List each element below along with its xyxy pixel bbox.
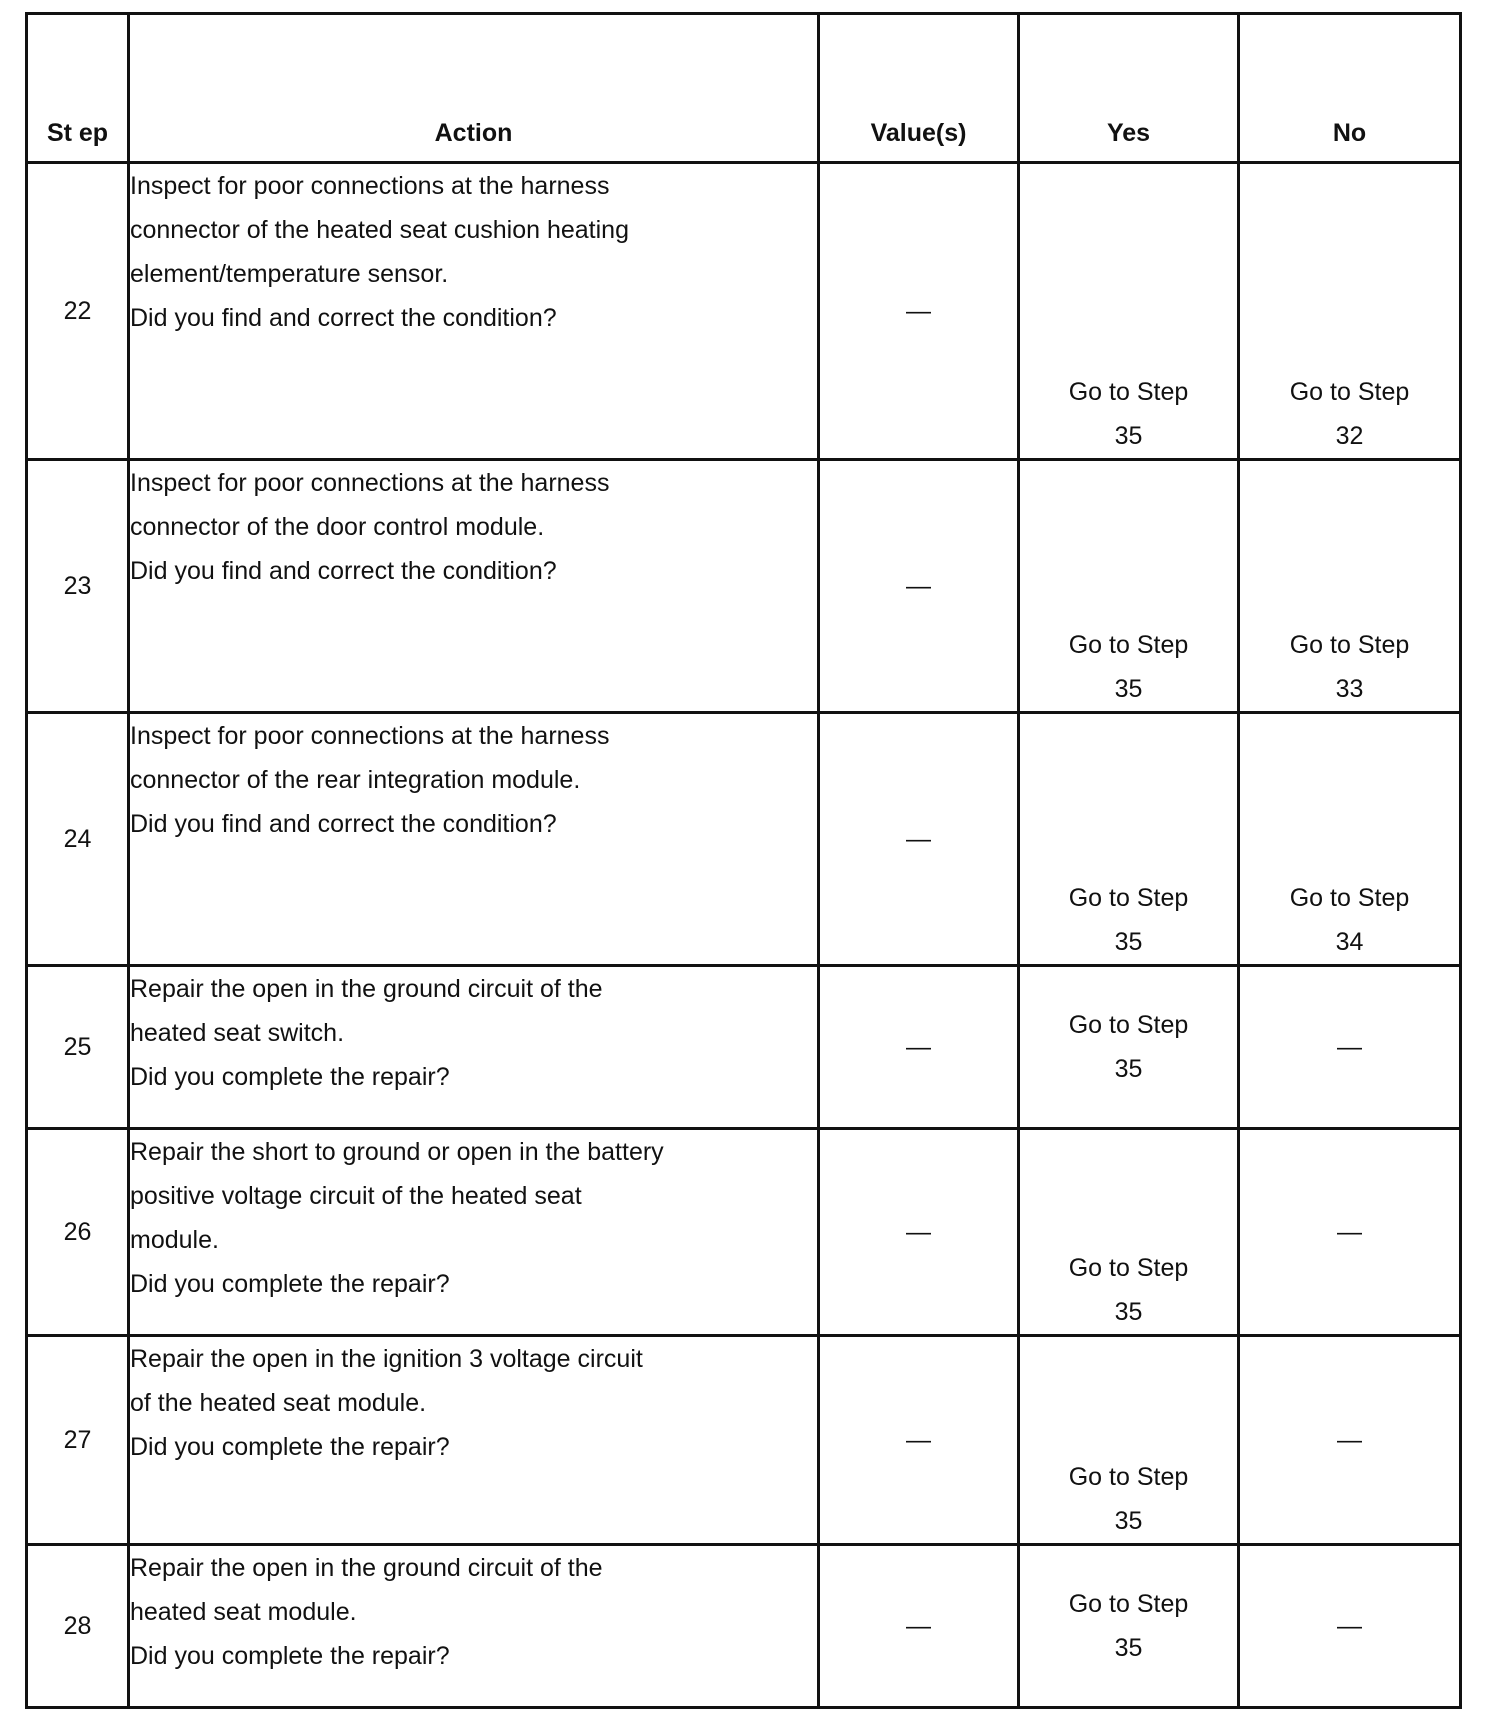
table-row bbox=[27, 460, 1461, 713]
table-row bbox=[27, 163, 1461, 460]
yes-goto-step: 35 bbox=[1114, 1507, 1143, 1535]
yes-goto-step: 35 bbox=[1114, 675, 1143, 703]
action-line: Inspect for poor connections at the harness bbox=[130, 469, 610, 497]
value-cell: — bbox=[819, 713, 1019, 966]
yes-goto-label: Go to Step bbox=[1068, 378, 1189, 406]
value-cell: — bbox=[819, 1336, 1019, 1545]
header-values: Value(s) bbox=[819, 14, 1019, 163]
yes-goto-label: Go to Step bbox=[1068, 1254, 1189, 1282]
no-cell bbox=[1239, 460, 1461, 713]
step-number: 22 bbox=[27, 163, 129, 460]
no-cell: — bbox=[1239, 1336, 1461, 1545]
yes-goto-step: 35 bbox=[1114, 1055, 1143, 1083]
value-cell: — bbox=[819, 1129, 1019, 1336]
action-line: Did you complete the repair? bbox=[130, 1063, 450, 1091]
value-cell: — bbox=[819, 163, 1019, 460]
no-cell: — bbox=[1239, 1129, 1461, 1336]
no-goto-label: Go to Step bbox=[1289, 884, 1410, 912]
yes-cell bbox=[1019, 966, 1239, 1129]
yes-cell bbox=[1019, 713, 1239, 966]
step-number: 25 bbox=[27, 966, 129, 1129]
action-line: Did you find and correct the condition? bbox=[130, 557, 557, 585]
action-line: Did you complete the repair? bbox=[130, 1270, 450, 1298]
table-row bbox=[27, 713, 1461, 966]
yes-cell bbox=[1019, 1336, 1239, 1545]
yes-goto-step: 35 bbox=[1114, 1634, 1143, 1662]
yes-goto-label: Go to Step bbox=[1068, 884, 1189, 912]
action-line: Repair the open in the ground circuit of the bbox=[130, 1554, 603, 1582]
table-row bbox=[27, 1129, 1461, 1336]
yes-goto-label: Go to Step bbox=[1068, 1011, 1189, 1039]
yes-goto-step: 35 bbox=[1114, 1298, 1143, 1326]
value-cell: — bbox=[819, 1545, 1019, 1708]
action-line: connector of the heated seat cushion heating bbox=[130, 216, 629, 244]
action-line: positive voltage circuit of the heated seat bbox=[130, 1182, 582, 1210]
no-goto-step: 32 bbox=[1335, 422, 1364, 450]
action-line: Did you find and correct the condition? bbox=[130, 304, 557, 332]
yes-goto-label: Go to Step bbox=[1068, 1463, 1189, 1491]
yes-cell bbox=[1019, 163, 1239, 460]
diagnostic-table bbox=[25, 12, 1462, 1709]
action-cell bbox=[129, 1336, 819, 1545]
action-cell bbox=[129, 163, 819, 460]
action-cell bbox=[129, 966, 819, 1129]
yes-goto-label: Go to Step bbox=[1068, 631, 1189, 659]
action-line: heated seat switch. bbox=[130, 1019, 345, 1047]
action-line: connector of the door control module. bbox=[130, 513, 545, 541]
action-line: Inspect for poor connections at the harness bbox=[130, 722, 610, 750]
step-number: 27 bbox=[27, 1336, 129, 1545]
table-row bbox=[27, 1336, 1461, 1545]
action-cell bbox=[129, 1129, 819, 1336]
action-cell bbox=[129, 1545, 819, 1708]
step-number: 28 bbox=[27, 1545, 129, 1708]
yes-goto-label: Go to Step bbox=[1068, 1590, 1189, 1618]
step-number: 26 bbox=[27, 1129, 129, 1336]
action-cell bbox=[129, 460, 819, 713]
step-number: 23 bbox=[27, 460, 129, 713]
action-line: Repair the open in the ignition 3 voltage circuit bbox=[130, 1345, 643, 1373]
value-cell: — bbox=[819, 460, 1019, 713]
no-goto-label: Go to Step bbox=[1289, 631, 1410, 659]
header-row bbox=[27, 14, 1461, 163]
action-line: heated seat module. bbox=[130, 1598, 357, 1626]
table-row bbox=[27, 1545, 1461, 1708]
no-goto-step: 34 bbox=[1335, 928, 1364, 956]
action-line: Did you complete the repair? bbox=[130, 1433, 450, 1461]
action-line: Did you find and correct the condition? bbox=[130, 810, 557, 838]
value-cell: — bbox=[819, 966, 1019, 1129]
yes-goto-step: 35 bbox=[1114, 928, 1143, 956]
action-line: element/temperature sensor. bbox=[130, 260, 449, 288]
yes-cell bbox=[1019, 460, 1239, 713]
no-cell bbox=[1239, 713, 1461, 966]
action-line: Did you complete the repair? bbox=[130, 1642, 450, 1670]
no-goto-step: 33 bbox=[1335, 675, 1364, 703]
action-line: Inspect for poor connections at the harness bbox=[130, 172, 610, 200]
header-step-text: St ep bbox=[46, 119, 109, 147]
header-action: Action bbox=[129, 14, 819, 163]
action-cell bbox=[129, 713, 819, 966]
action-line: connector of the rear integration module. bbox=[130, 766, 581, 794]
header-step bbox=[27, 14, 129, 163]
no-cell: — bbox=[1239, 966, 1461, 1129]
no-cell bbox=[1239, 163, 1461, 460]
step-number: 24 bbox=[27, 713, 129, 966]
action-line: Repair the open in the ground circuit of the bbox=[130, 975, 603, 1003]
yes-cell bbox=[1019, 1545, 1239, 1708]
no-cell: — bbox=[1239, 1545, 1461, 1708]
action-line: module. bbox=[130, 1226, 219, 1254]
action-line: of the heated seat module. bbox=[130, 1389, 427, 1417]
action-line: Repair the short to ground or open in the battery bbox=[130, 1138, 664, 1166]
table-row bbox=[27, 966, 1461, 1129]
header-no: No bbox=[1239, 14, 1461, 163]
no-goto-label: Go to Step bbox=[1289, 378, 1410, 406]
yes-cell bbox=[1019, 1129, 1239, 1336]
header-yes: Yes bbox=[1019, 14, 1239, 163]
yes-goto-step: 35 bbox=[1114, 422, 1143, 450]
